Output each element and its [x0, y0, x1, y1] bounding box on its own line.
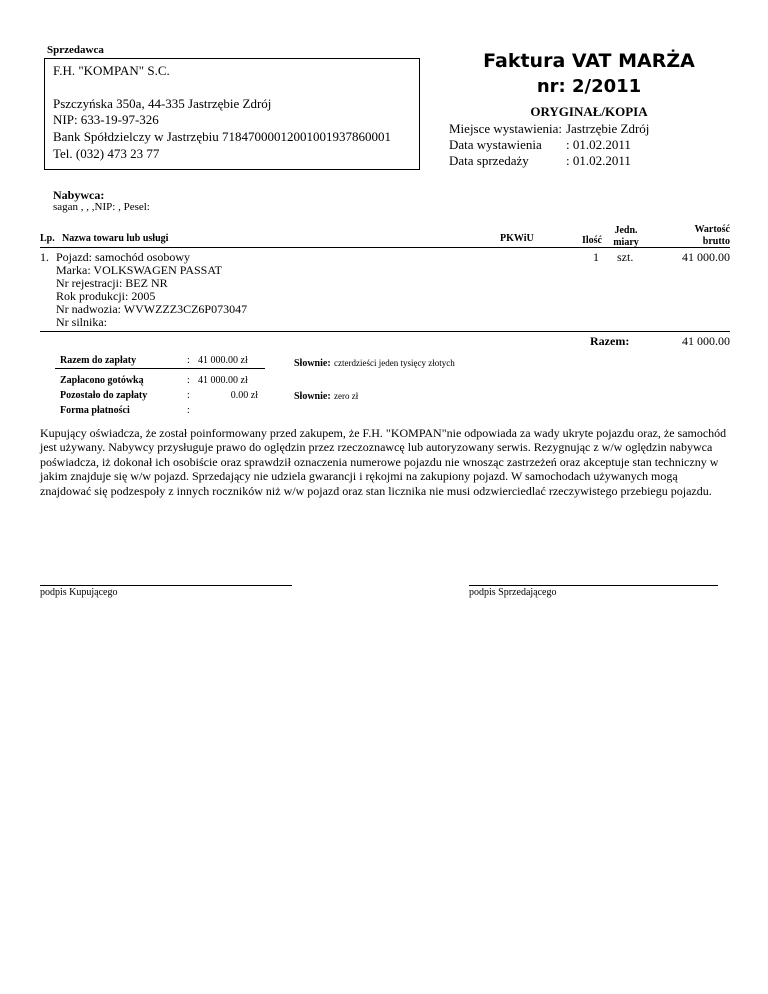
remaining-value: 0.00 zł: [230, 390, 258, 401]
due-words: czterdzieści jeden tysięcy złotych: [334, 358, 455, 368]
buyer-signature-label: podpis Kupującego: [40, 587, 118, 598]
item-line: Marka: VOLKSWAGEN PASSAT: [56, 263, 223, 277]
payment-divider: [55, 368, 265, 369]
item-line: Nr rejestracji: BEZ NR: [56, 276, 168, 290]
sale-date-value: : 01.02.2011: [566, 153, 631, 168]
invoice-number: nr: 2/2011: [536, 76, 642, 97]
col-header-value-1: Wartość: [694, 224, 730, 235]
item-unit: szt.: [617, 250, 634, 264]
table-header-line: [40, 247, 730, 248]
seller-bank: Bank Spółdzielczy w Jastrzębiu 71847000012001001937860001: [53, 129, 391, 144]
buyer-label: Nabywca:: [53, 188, 105, 202]
seller-name: F.H. "KOMPAN" S.C.: [53, 63, 170, 78]
cash-colon: :: [187, 375, 190, 386]
table-bottom-line: [40, 331, 730, 332]
place-value: Jastrzębie Zdrój: [566, 121, 650, 136]
seller-signature-line: [469, 585, 718, 586]
item-qty: 1: [593, 250, 599, 264]
copy-label: ORYGINAŁ/KOPIA: [530, 104, 648, 119]
col-header-unit-2: miary: [613, 237, 639, 248]
due-words-label: Słownie:: [294, 358, 331, 369]
col-header-qty: Ilość: [582, 235, 602, 246]
remaining-colon: :: [187, 390, 190, 401]
due-label: Razem do zapłaty: [60, 355, 137, 366]
issue-date: [449, 137, 631, 153]
item-line: Nr nadwozia: WVWZZZ3CZ6P073047: [56, 302, 248, 316]
item-value: 41 000.00: [682, 250, 730, 264]
due-colon: :: [187, 355, 190, 366]
sale-date-label: Data sprzedaży: [449, 153, 529, 168]
due-value: 41 000.00 zł: [198, 355, 248, 366]
method-colon: :: [187, 405, 190, 416]
col-header-lp: Lp.: [40, 233, 55, 244]
issue-date-label: Data wystawienia: [449, 137, 542, 152]
total-label: Razem:: [590, 334, 630, 348]
item-line: Pojazd: samochód osobowy: [56, 250, 190, 264]
seller-signature-label: podpis Sprzedającego: [469, 587, 557, 598]
item-line: Nr silnika:: [56, 315, 107, 329]
seller-nip: NIP: 633-19-97-326: [53, 112, 159, 127]
place-label: Miejsce wystawienia:: [449, 121, 562, 136]
cash-label: Zapłacono gotówką: [60, 375, 144, 386]
invoice-title: Faktura VAT MARŻA: [483, 50, 695, 72]
item-line: Rok produkcji: 2005: [56, 289, 156, 303]
remaining-label: Pozostało do zapłaty: [60, 390, 148, 401]
col-header-unit-1: Jedn.: [614, 225, 638, 236]
col-header-value-2: brutto: [702, 236, 730, 247]
buyer-signature-line: [40, 585, 292, 586]
buyer-details: sagan , , ,NIP: , Pesel:: [53, 201, 150, 213]
issue-date-value: : 01.02.2011: [566, 137, 631, 152]
buyer-statement: Kupujący oświadcza, że został poinformowany przed zakupem, że F.H. "KOMPAN"nie odpowiada za wady ukryte pojazdu oraz, że samochód jest używany. Nabywcy przysługuje prawo do oględzin przez rzeczoznawcę lub autoryzowany serwis. Rezygnując z w/w oględzin nabywca poświadcza, iż dokonał ich osobiście oraz sprawdził oznaczenia numerowe pojazdu nie wnosząc zastrzeżeń oraz akceptuje stan techniczny w jakim znajduje się w/w pojazd. Sprzedający nie udziela gwarancji i rękojmi na zakupiony pojazd. W samochodach używanych mogą znajdować się podzespoły z innych roczników niż w/w pojazd oraz stan licznika nie musi odzwierciedlać rzeczywistego przebiegu pojazdu.: [40, 426, 727, 498]
seller-phone: Tel. (032) 473 23 77: [53, 146, 160, 161]
payment-method-label: Forma płatności: [60, 405, 130, 416]
sale-date: [449, 153, 631, 169]
item-lp: 1.: [40, 250, 49, 264]
remaining-words: zero zł: [334, 391, 359, 401]
place-of-issue: [449, 121, 650, 137]
seller-label: Sprzedawca: [47, 44, 104, 56]
cash-value: 41 000.00 zł: [198, 375, 248, 386]
total-value: 41 000.00: [682, 334, 730, 348]
remaining-words-label: Słownie:: [294, 391, 331, 402]
seller-address: Pszczyńska 350a, 44-335 Jastrzębie Zdrój: [53, 96, 272, 111]
col-header-name: Nazwa towaru lub usługi: [62, 233, 169, 244]
col-header-pkwiu: PKWiU: [500, 233, 534, 244]
